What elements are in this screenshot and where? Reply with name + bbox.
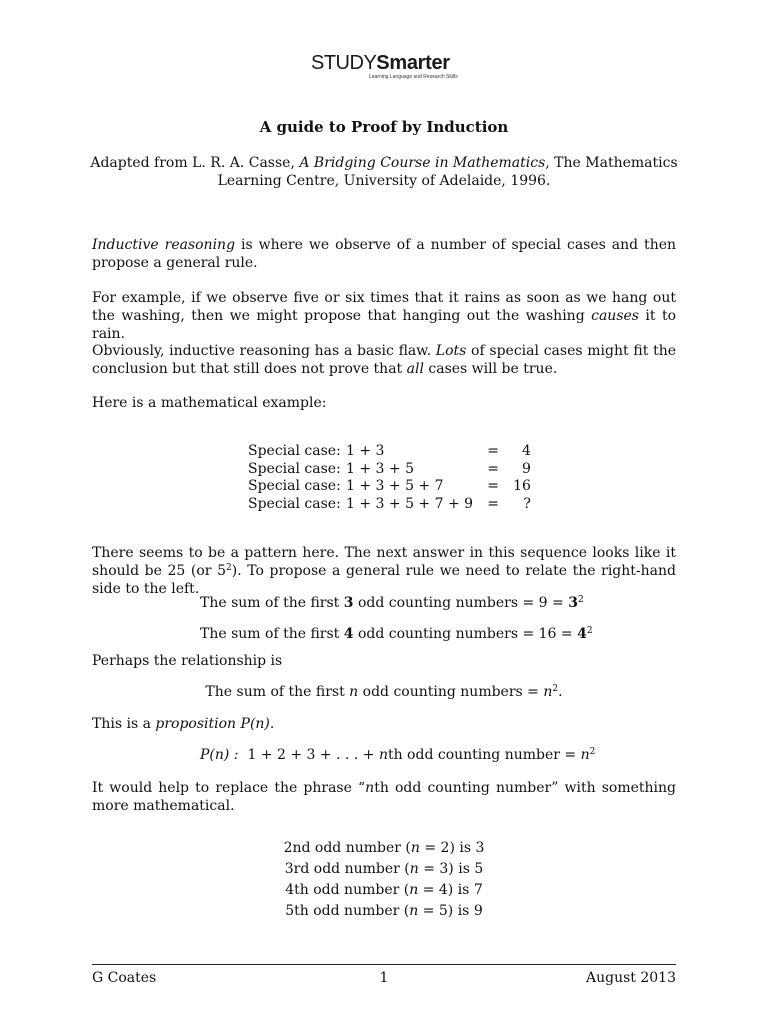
special-cases-table (248, 443, 531, 513)
paragraph-basic-flaw (92, 342, 676, 378)
paragraph-text: Obviously, inductive reasoning has a basic flaw. (92, 343, 436, 359)
exponent: 2 (589, 747, 596, 757)
paragraph-text: cases will be true. (423, 361, 558, 377)
equation-bold: 3 (343, 595, 354, 611)
footer-divider (92, 964, 676, 965)
special-case-row (248, 496, 531, 514)
case-label: Special case: (248, 443, 341, 459)
proposition-lhs: P(n) : (200, 747, 239, 763)
attribution-suffix: , The Mathematics (545, 155, 678, 171)
paragraph-math-example: Here is a mathematical example: (92, 395, 327, 411)
list-text: 3rd odd number ( (284, 861, 410, 877)
paragraph-text: ). To propose a general rule we need to relate the right-hand side to the left. (92, 563, 676, 597)
equation-base: 3 (568, 595, 578, 611)
exponent: 2 (552, 684, 559, 694)
special-case-row (248, 478, 531, 496)
equation-pn (200, 746, 595, 764)
equation-text: The sum of the first (200, 595, 344, 611)
logo-text-study: STUDY (311, 52, 377, 74)
variable-n: n (409, 903, 419, 919)
equation-text: 1 + 2 + 3 + . . . + (247, 747, 379, 763)
variable-n: n (349, 684, 359, 700)
paragraph-text: There seems to be a pattern here. The next answer in this sequence looks like it should be 25 (or 5 (92, 545, 676, 579)
paragraph-text: It would help to replace the phrase “ (92, 780, 366, 796)
case-equals: = (487, 495, 499, 512)
equation-text: The sum of the first (200, 626, 344, 642)
case-value: 4 (521, 443, 531, 459)
variable-n: n (365, 780, 375, 796)
emphasis-causes: causes (591, 308, 639, 324)
case-expression: 1 + 3 + 5 + 7 + 9 (346, 495, 474, 512)
paragraph-text: th odd counting number” with something more mathematical. (92, 780, 676, 814)
variable-n: n (409, 861, 419, 877)
case-equals: = (487, 460, 499, 477)
variable-n: n (410, 840, 420, 856)
term-inductive-reasoning: Inductive reasoning (92, 237, 236, 253)
variable-n: n (580, 747, 590, 763)
exponent: 2 (577, 595, 584, 605)
paragraph-relationship: Perhaps the relationship is (92, 653, 283, 669)
case-expression: 1 + 3 + 5 (346, 460, 414, 477)
emphasis-all: all (406, 361, 424, 377)
paragraph-text: For example, if we observe five or six times that it rains as soon as we hang out the washing, then we might propose that hanging out the washing (92, 290, 676, 324)
case-equals: = (487, 443, 499, 459)
paragraph-text: of special cases might fit the conclusion but that still does not prove that (92, 343, 676, 377)
paragraph-inductive-reasoning (92, 236, 676, 272)
variable-n: n (543, 684, 553, 700)
case-value: 16 (513, 478, 531, 494)
list-text: = 5) is 9 (418, 903, 483, 919)
paragraph-example-rain (92, 289, 676, 343)
case-value: ? (523, 495, 531, 512)
paragraph-replace-phrase (92, 779, 676, 815)
footer-page-number: 1 (379, 970, 389, 986)
paragraph-text: it to rain. (92, 308, 677, 342)
list-item (0, 838, 768, 859)
equation-sum-n (0, 683, 768, 701)
list-item (0, 859, 768, 880)
special-case-row (248, 461, 531, 479)
exponent: 2 (226, 563, 232, 573)
emphasis-lots: Lots (435, 343, 467, 359)
attribution-prefix: Adapted from L. R. A. Casse, (90, 155, 300, 171)
case-value: 9 (521, 460, 531, 477)
logo-text-smarter: Smarter (376, 52, 450, 74)
case-label: Special case: (248, 478, 341, 494)
list-text: 4th odd number ( (285, 882, 410, 898)
list-text: 2nd odd number ( (283, 840, 411, 856)
case-expression: 1 + 3 + 5 + 7 (346, 478, 444, 494)
footer-date: August 2013 (586, 970, 676, 986)
equation-base: 4 (577, 626, 587, 642)
special-case-row (248, 443, 531, 461)
paragraph-text: This is a (92, 716, 156, 732)
variable-n: n (409, 882, 419, 898)
case-expression: 1 + 3 (346, 443, 385, 459)
attribution-line2: Learning Centre, University of Adelaide, 1996. (217, 173, 551, 189)
case-label: Special case: (248, 495, 341, 512)
proposition-symbol: P(n) (236, 716, 270, 732)
paragraph-text: is where we observe of a number of special cases and then propose a general rule. (92, 237, 677, 271)
equation-sum-3 (200, 594, 584, 612)
variable-n: n (378, 747, 388, 763)
odd-numbers-list (0, 838, 768, 922)
case-equals: = (487, 478, 499, 494)
list-text: = 4) is 7 (418, 882, 483, 898)
footer-author: G Coates (92, 970, 157, 986)
equation-text: odd counting numbers = 9 = (353, 595, 569, 611)
list-text: = 2) is 3 (419, 840, 485, 856)
studysmarter-logo (311, 52, 461, 82)
equation-text: The sum of the first (205, 684, 350, 700)
attribution (0, 154, 768, 190)
logo-tagline: Learning Language and Research Skills (369, 74, 458, 80)
equation-sum-4 (200, 625, 593, 643)
exponent: 2 (586, 626, 593, 636)
equation-bold: 4 (343, 626, 354, 642)
list-item (0, 880, 768, 901)
attribution-book: A Bridging Course in Mathematics (299, 155, 546, 171)
list-text: = 3) is 5 (418, 861, 484, 877)
term-proposition: proposition (155, 716, 237, 732)
list-item (0, 901, 768, 922)
equation-text: odd counting numbers = 16 = (353, 626, 578, 642)
equation-text: th odd counting number = (387, 747, 581, 763)
case-label: Special case: (248, 460, 341, 477)
equation-text: odd counting numbers = (358, 684, 544, 700)
paragraph-pattern (92, 544, 676, 598)
list-text: 5th odd number ( (285, 903, 410, 919)
page-title: A guide to Proof by Induction (259, 118, 509, 136)
paragraph-proposition (92, 715, 676, 733)
paragraph-text: . (269, 716, 275, 732)
equation-text: . (558, 684, 563, 700)
